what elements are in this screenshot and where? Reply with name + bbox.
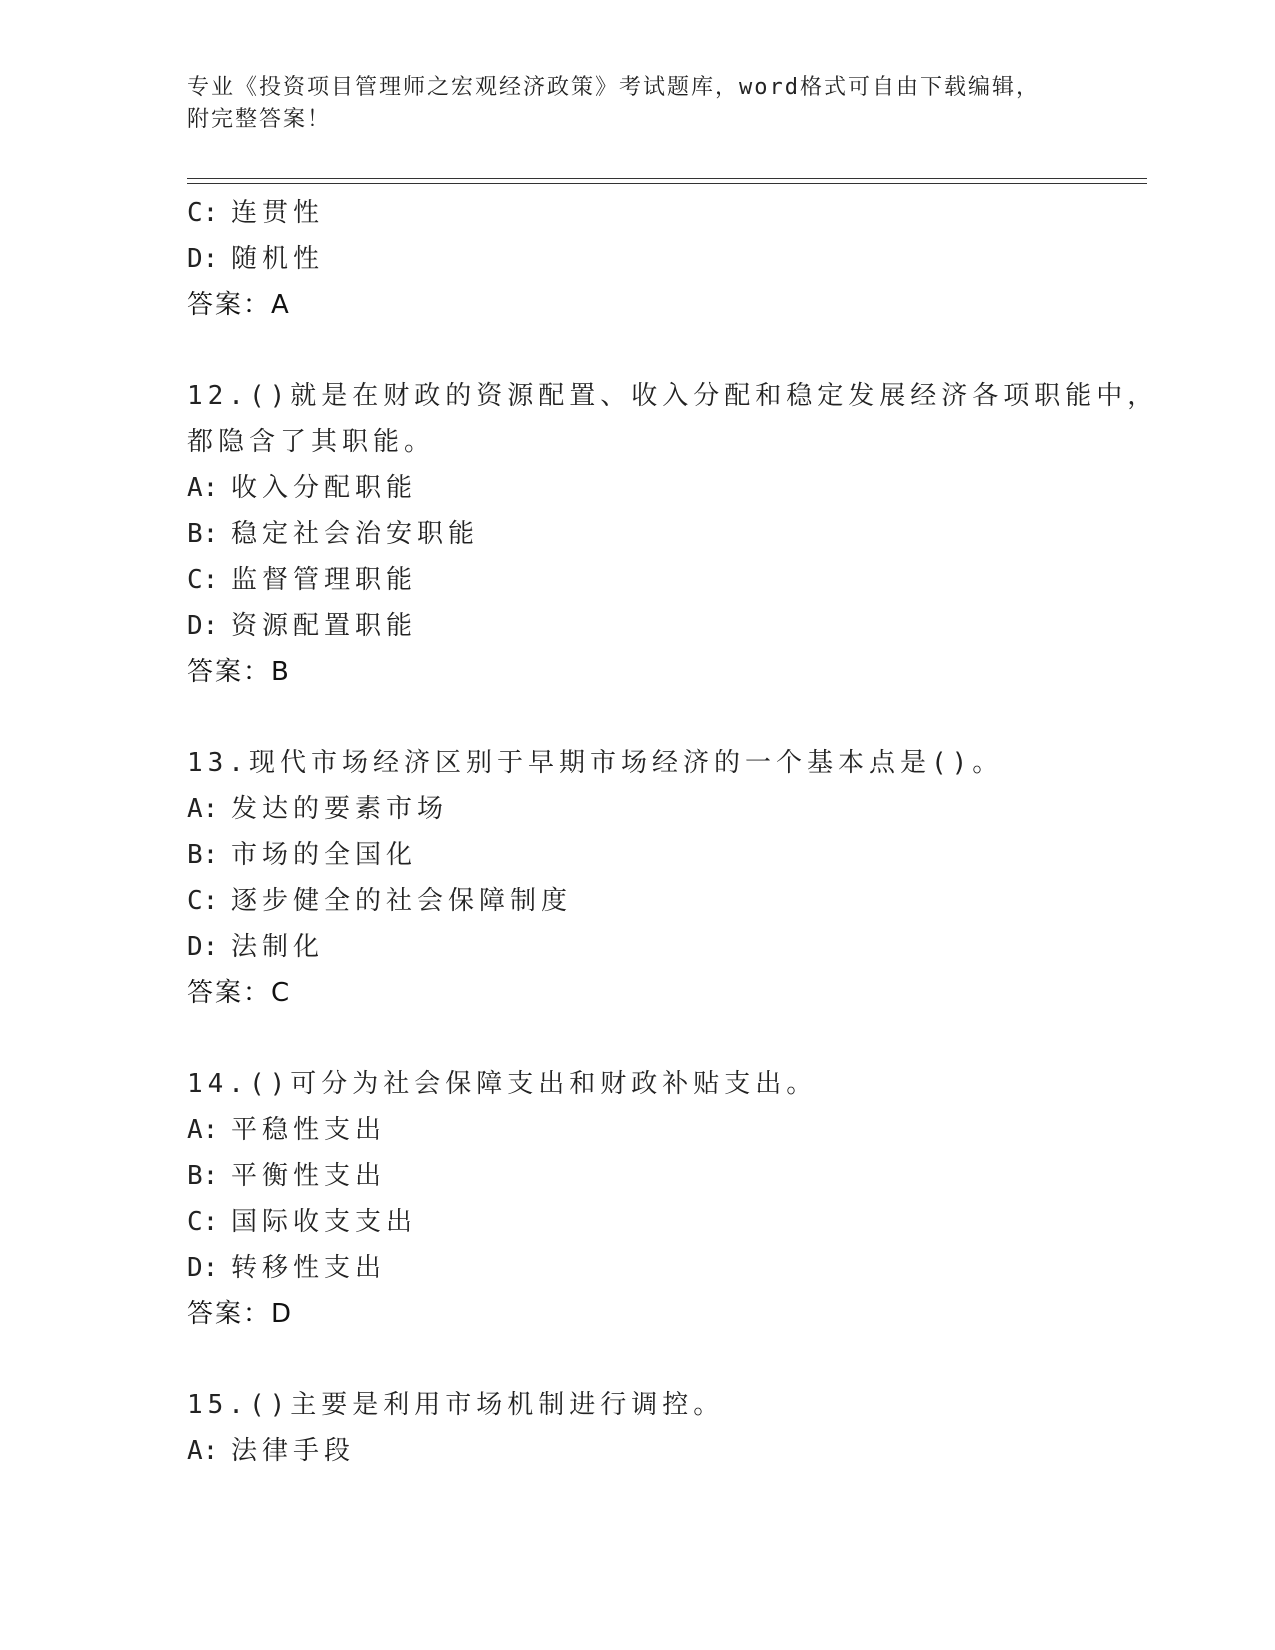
option-b — [187, 1153, 1147, 1199]
header-divider-top — [187, 178, 1147, 179]
question-stem: 14.()可分为社会保障支出和财政补贴支出。 — [187, 1069, 818, 1099]
question-list — [187, 190, 1159, 1474]
option-text: 法制化 — [231, 932, 325, 962]
option-text: 稳定社会治安职能 — [231, 519, 480, 549]
option-letter: A: — [187, 1115, 219, 1145]
question-14 — [187, 1061, 1147, 1337]
question-stem-continued: 都隐含了其职能。 — [187, 427, 436, 457]
option-text: 逐步健全的社会保障制度 — [231, 886, 573, 916]
option-letter: A: — [187, 473, 219, 503]
option-letter: B: — [187, 1161, 219, 1191]
option-letter: A: — [187, 794, 219, 824]
option-letter: D: — [187, 1253, 219, 1283]
question-11-continued — [187, 190, 1147, 328]
option-letter: B: — [187, 840, 219, 870]
option-text: 平衡性支出 — [231, 1161, 387, 1191]
option-d — [187, 236, 1147, 282]
option-letter: D: — [187, 932, 219, 962]
option-text: 资源配置职能 — [231, 611, 418, 641]
header-line-1: 专业《投资项目管理师之宏观经济政策》考试题库，word格式可自由下载编辑， — [187, 75, 1040, 100]
option-text: 发达的要素市场 — [231, 794, 449, 824]
option-text: 监督管理职能 — [231, 565, 418, 595]
option-a — [187, 786, 1147, 832]
option-text: 收入分配职能 — [231, 473, 418, 503]
answer-line: 答案：C — [187, 978, 292, 1008]
question-13 — [187, 740, 1147, 1016]
option-text: 市场的全国化 — [231, 840, 418, 870]
option-text: 随机性 — [231, 244, 325, 274]
option-text: 平稳性支出 — [231, 1115, 387, 1145]
option-a — [187, 1107, 1147, 1153]
header-divider-bottom — [187, 183, 1147, 184]
option-text: 转移性支出 — [231, 1253, 387, 1283]
option-c — [187, 1199, 1147, 1245]
option-a — [187, 465, 1147, 511]
document-header — [187, 72, 1087, 136]
question-stem: 15.()主要是利用市场机制进行调控。 — [187, 1390, 725, 1420]
option-b — [187, 832, 1147, 878]
question-stem: 12.()就是在财政的资源配置、收入分配和稳定发展经济各项职能中， — [187, 381, 1159, 411]
option-d — [187, 1245, 1147, 1291]
option-letter: C: — [187, 198, 219, 228]
option-letter: C: — [187, 1207, 219, 1237]
option-letter: C: — [187, 886, 219, 916]
option-b — [187, 511, 1147, 557]
option-letter: A: — [187, 1436, 219, 1466]
option-letter: D: — [187, 611, 219, 641]
question-15 — [187, 1382, 1147, 1474]
option-text: 法律手段 — [231, 1436, 356, 1466]
header-line-2: 附完整答案！ — [187, 107, 332, 132]
option-letter: C: — [187, 565, 219, 595]
answer-line: 答案：B — [187, 657, 291, 687]
question-stem: 13.现代市场经济区别于早期市场经济的一个基本点是()。 — [187, 748, 1004, 778]
option-d — [187, 603, 1147, 649]
option-a — [187, 1428, 1147, 1474]
option-letter: D: — [187, 244, 219, 274]
question-12 — [187, 373, 1159, 695]
option-letter: B: — [187, 519, 219, 549]
option-c — [187, 190, 1147, 236]
option-d — [187, 924, 1147, 970]
answer-line: 答案：A — [187, 290, 291, 320]
option-c — [187, 557, 1147, 603]
option-text: 连贯性 — [231, 198, 325, 228]
answer-line: 答案：D — [187, 1299, 294, 1329]
option-text: 国际收支支出 — [231, 1207, 418, 1237]
option-c — [187, 878, 1147, 924]
